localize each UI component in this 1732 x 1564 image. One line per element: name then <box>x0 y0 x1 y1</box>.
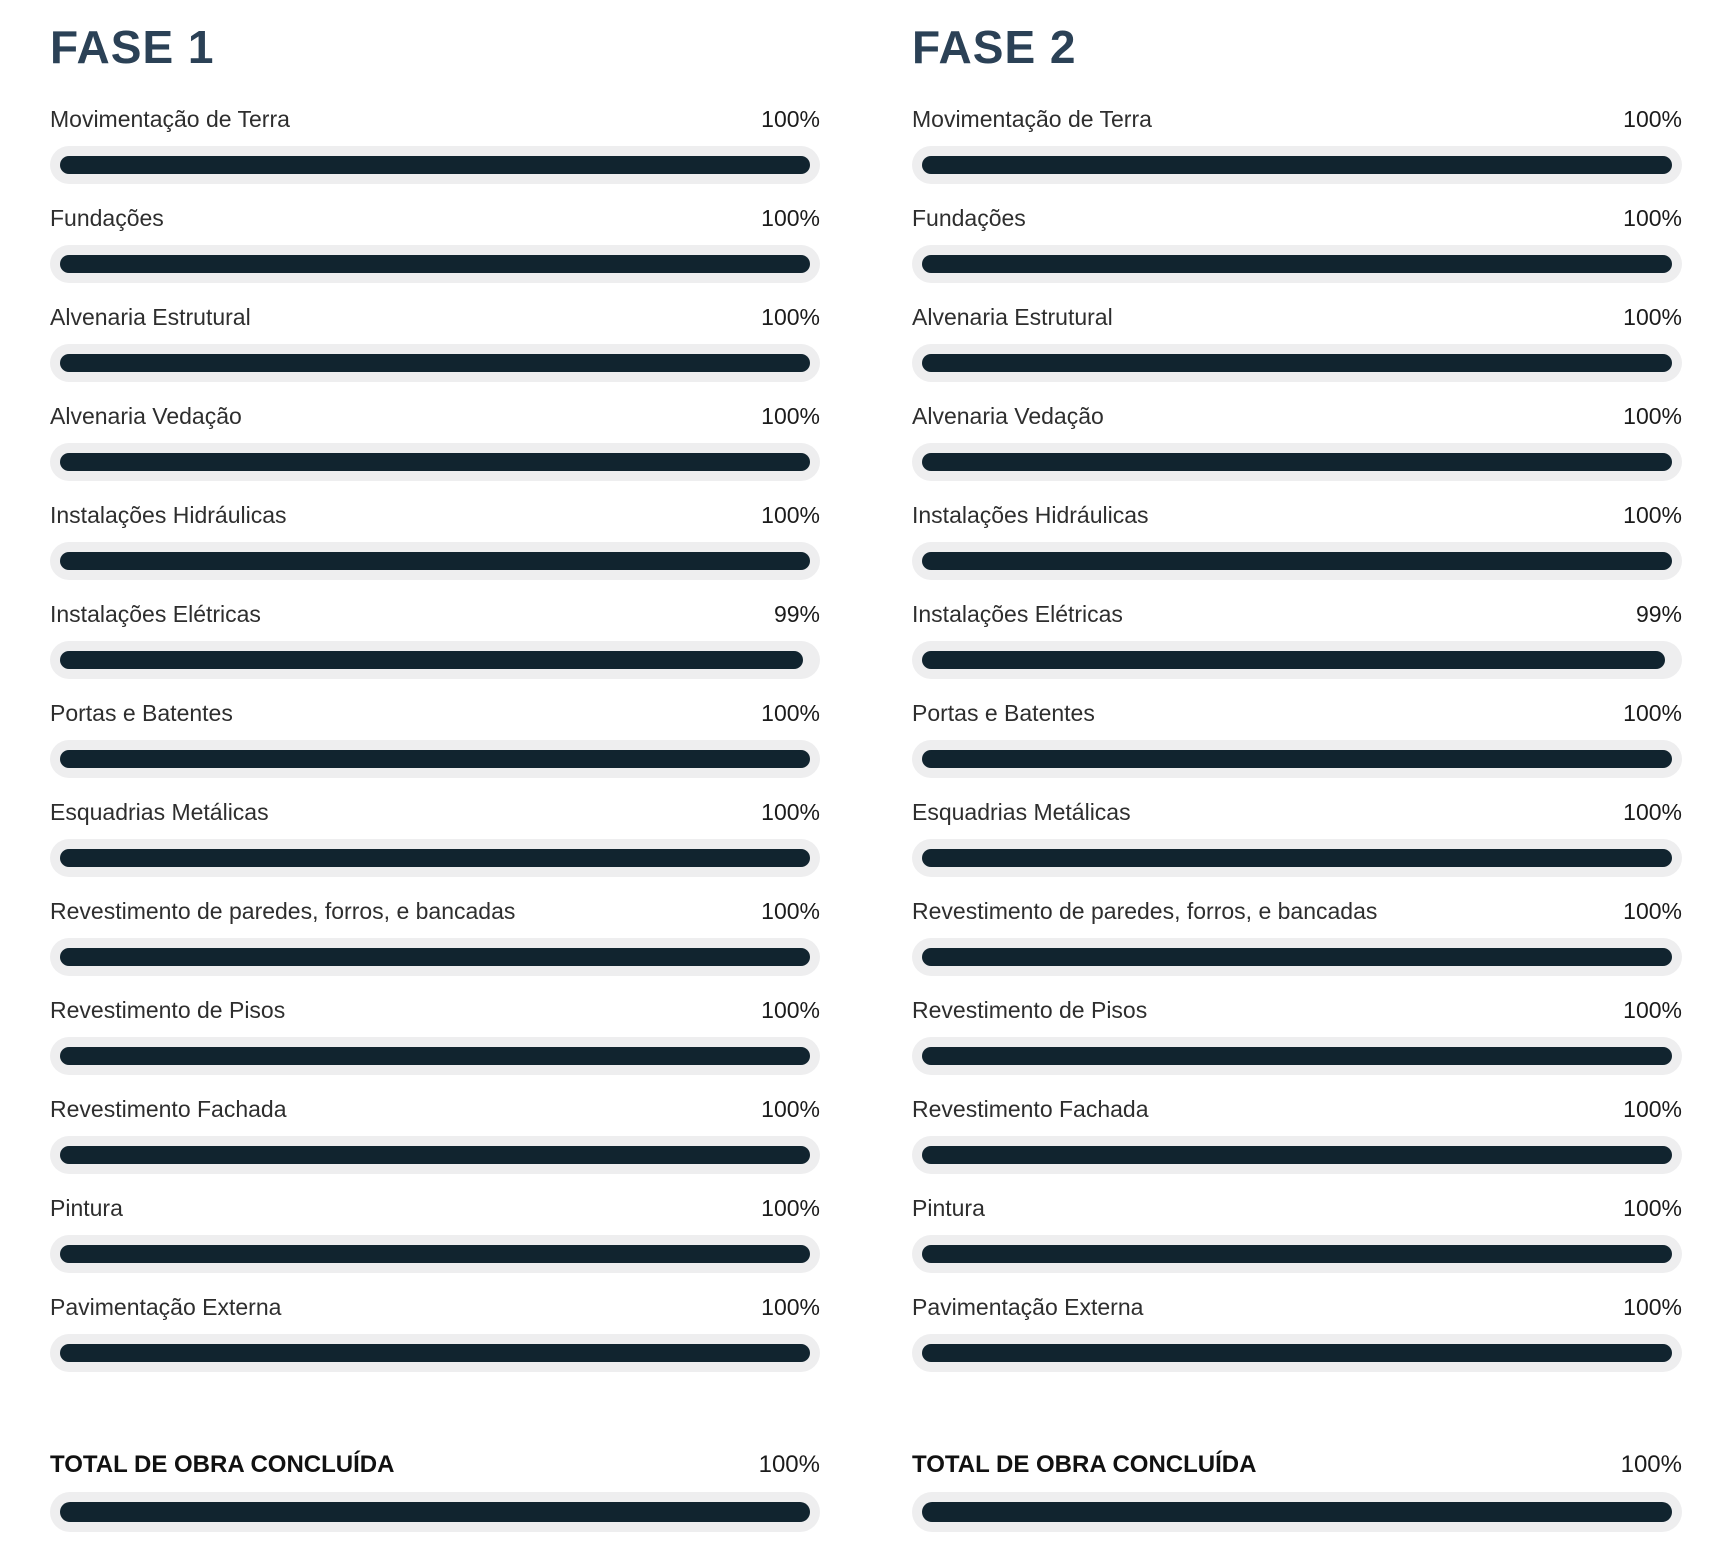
item-row <box>50 304 820 382</box>
item-label: Movimentação de Terra <box>50 106 290 132</box>
item-row <box>50 403 820 481</box>
item-progress-track <box>50 641 820 679</box>
item-percent: 100% <box>1623 304 1682 330</box>
item-row-head <box>50 403 820 429</box>
total-progress-fill <box>60 1502 810 1522</box>
item-row-head <box>912 601 1682 627</box>
item-row-head <box>50 1294 820 1320</box>
item-row-head <box>50 898 820 924</box>
item-label: Revestimento de paredes, forros, e bancadas <box>50 898 516 924</box>
item-percent: 100% <box>761 700 820 726</box>
item-percent: 100% <box>761 502 820 528</box>
total-row-head <box>912 1452 1682 1478</box>
item-label: Alvenaria Vedação <box>912 403 1104 429</box>
item-progress-fill <box>60 552 810 570</box>
item-row <box>912 898 1682 976</box>
item-row <box>50 898 820 976</box>
item-progress-track <box>50 938 820 976</box>
item-row <box>912 1096 1682 1174</box>
fase-title: FASE 2 <box>912 21 1077 73</box>
item-row-head <box>912 997 1682 1023</box>
item-row-head <box>912 799 1682 825</box>
item-progress-fill <box>60 255 810 273</box>
total-label: TOTAL DE OBRA CONCLUÍDA <box>50 1451 395 1478</box>
total-progress-fill <box>922 1502 1672 1522</box>
item-progress-fill <box>60 750 810 768</box>
item-progress-track <box>50 839 820 877</box>
item-progress-fill <box>922 552 1672 570</box>
item-label: Esquadrias Metálicas <box>912 799 1131 825</box>
item-row <box>912 700 1682 778</box>
total-row <box>912 1452 1682 1532</box>
item-label: Revestimento de Pisos <box>50 997 286 1023</box>
item-row <box>912 799 1682 877</box>
item-row-head <box>50 799 820 825</box>
item-row-head <box>912 898 1682 924</box>
total-percent: 100% <box>758 1451 820 1478</box>
item-percent: 99% <box>1635 601 1682 627</box>
item-percent: 100% <box>761 898 820 924</box>
item-percent: 100% <box>1623 106 1682 132</box>
item-progress-fill <box>60 156 810 174</box>
item-percent: 100% <box>761 1294 820 1320</box>
item-progress-track <box>912 938 1682 976</box>
item-row <box>50 997 820 1075</box>
item-row-head <box>912 1195 1682 1221</box>
item-label: Instalações Elétricas <box>50 601 261 627</box>
item-row <box>912 1195 1682 1273</box>
item-percent: 100% <box>761 403 820 429</box>
item-progress-track <box>912 1037 1682 1075</box>
item-progress-fill <box>60 1344 810 1362</box>
item-row <box>50 1195 820 1273</box>
item-progress-fill <box>60 849 810 867</box>
item-row-head <box>50 205 820 231</box>
item-percent: 100% <box>1623 799 1682 825</box>
fase-column-2 <box>912 21 1682 1553</box>
item-progress-fill <box>922 1146 1672 1164</box>
item-progress-track <box>50 344 820 382</box>
item-row <box>50 106 820 184</box>
item-label: Alvenaria Vedação <box>50 403 242 429</box>
item-row-head <box>50 700 820 726</box>
item-progress-track <box>912 146 1682 184</box>
item-progress-fill <box>922 1344 1672 1362</box>
item-row <box>50 1294 820 1372</box>
item-row <box>50 502 820 580</box>
item-progress-fill <box>60 948 810 966</box>
item-row <box>50 1096 820 1174</box>
item-progress-track <box>50 1136 820 1174</box>
item-progress-fill <box>60 1245 810 1263</box>
item-percent: 99% <box>773 601 820 627</box>
item-progress-track <box>50 1235 820 1273</box>
item-row <box>50 205 820 283</box>
item-progress-track <box>50 542 820 580</box>
item-progress-track <box>912 839 1682 877</box>
item-label: Revestimento Fachada <box>50 1096 287 1122</box>
item-progress-track <box>50 443 820 481</box>
item-percent: 100% <box>761 997 820 1023</box>
item-progress-fill <box>922 255 1672 273</box>
item-progress-fill <box>922 750 1672 768</box>
item-label: Instalações Hidráulicas <box>50 502 287 528</box>
item-progress-fill <box>60 354 810 372</box>
item-progress-fill <box>922 453 1672 471</box>
item-row <box>50 799 820 877</box>
item-row <box>50 700 820 778</box>
item-label: Pavimentação Externa <box>912 1294 1144 1320</box>
item-progress-fill <box>60 1047 810 1065</box>
total-label: TOTAL DE OBRA CONCLUÍDA <box>912 1451 1257 1478</box>
item-progress-fill <box>922 849 1672 867</box>
item-row-head <box>912 502 1682 528</box>
item-percent: 100% <box>761 799 820 825</box>
item-row-head <box>912 205 1682 231</box>
item-row-head <box>912 700 1682 726</box>
item-progress-track <box>912 443 1682 481</box>
item-row-head <box>912 1294 1682 1320</box>
item-row <box>912 304 1682 382</box>
item-progress-fill <box>922 1245 1672 1263</box>
item-progress-track <box>912 1136 1682 1174</box>
total-progress-track <box>912 1492 1682 1532</box>
item-row <box>912 502 1682 580</box>
item-label: Fundações <box>50 205 164 231</box>
item-label: Movimentação de Terra <box>912 106 1152 132</box>
item-percent: 100% <box>1623 898 1682 924</box>
item-label: Pintura <box>912 1195 985 1221</box>
item-label: Alvenaria Estrutural <box>912 304 1113 330</box>
item-row-head <box>912 1096 1682 1122</box>
item-progress-track <box>912 245 1682 283</box>
item-progress-fill <box>922 948 1672 966</box>
item-percent: 100% <box>1623 1195 1682 1221</box>
item-progress-track <box>50 1334 820 1372</box>
item-label: Alvenaria Estrutural <box>50 304 251 330</box>
item-progress-track <box>912 542 1682 580</box>
item-progress-track <box>50 146 820 184</box>
item-progress-track <box>912 344 1682 382</box>
item-progress-fill <box>922 1047 1672 1065</box>
item-percent: 100% <box>761 205 820 231</box>
item-progress-fill <box>922 354 1672 372</box>
item-label: Esquadrias Metálicas <box>50 799 269 825</box>
item-percent: 100% <box>1623 205 1682 231</box>
item-label: Revestimento Fachada <box>912 1096 1149 1122</box>
item-row <box>912 601 1682 679</box>
item-progress-fill <box>60 1146 810 1164</box>
item-row-head <box>912 403 1682 429</box>
item-row-head <box>50 106 820 132</box>
item-percent: 100% <box>1623 403 1682 429</box>
item-label: Portas e Batentes <box>912 700 1095 726</box>
item-progress-fill <box>922 651 1665 669</box>
item-progress-fill <box>60 651 803 669</box>
item-row-head <box>50 502 820 528</box>
item-row-head <box>50 601 820 627</box>
item-progress-track <box>912 1334 1682 1372</box>
fase-column-1 <box>50 21 820 1553</box>
item-progress-fill <box>60 453 810 471</box>
item-percent: 100% <box>1623 502 1682 528</box>
item-row <box>912 997 1682 1075</box>
total-row <box>50 1452 820 1532</box>
item-row <box>912 403 1682 481</box>
item-label: Revestimento de paredes, forros, e bancadas <box>912 898 1378 924</box>
item-percent: 100% <box>1623 1294 1682 1320</box>
item-label: Instalações Hidráulicas <box>912 502 1149 528</box>
item-progress-track <box>50 740 820 778</box>
total-progress-track <box>50 1492 820 1532</box>
item-label: Portas e Batentes <box>50 700 233 726</box>
fase-title: FASE 1 <box>50 21 215 73</box>
item-progress-track <box>912 641 1682 679</box>
item-percent: 100% <box>761 1195 820 1221</box>
item-row-head <box>912 106 1682 132</box>
item-percent: 100% <box>1623 1096 1682 1122</box>
item-row <box>912 1294 1682 1372</box>
total-row-head <box>50 1452 820 1478</box>
item-progress-fill <box>922 156 1672 174</box>
item-percent: 100% <box>761 1096 820 1122</box>
total-percent: 100% <box>1620 1451 1682 1478</box>
item-row <box>50 601 820 679</box>
item-progress-track <box>50 245 820 283</box>
item-percent: 100% <box>761 304 820 330</box>
item-progress-track <box>912 740 1682 778</box>
item-percent: 100% <box>761 106 820 132</box>
item-label: Pintura <box>50 1195 123 1221</box>
item-progress-track <box>50 1037 820 1075</box>
item-progress-track <box>912 1235 1682 1273</box>
item-label: Pavimentação Externa <box>50 1294 282 1320</box>
item-row-head <box>912 304 1682 330</box>
item-label: Instalações Elétricas <box>912 601 1123 627</box>
item-percent: 100% <box>1623 700 1682 726</box>
item-row-head <box>50 997 820 1023</box>
item-label: Revestimento de Pisos <box>912 997 1148 1023</box>
item-row-head <box>50 1096 820 1122</box>
item-row <box>912 205 1682 283</box>
item-row <box>912 106 1682 184</box>
item-row-head <box>50 304 820 330</box>
item-percent: 100% <box>1623 997 1682 1023</box>
item-row-head <box>50 1195 820 1221</box>
item-label: Fundações <box>912 205 1026 231</box>
